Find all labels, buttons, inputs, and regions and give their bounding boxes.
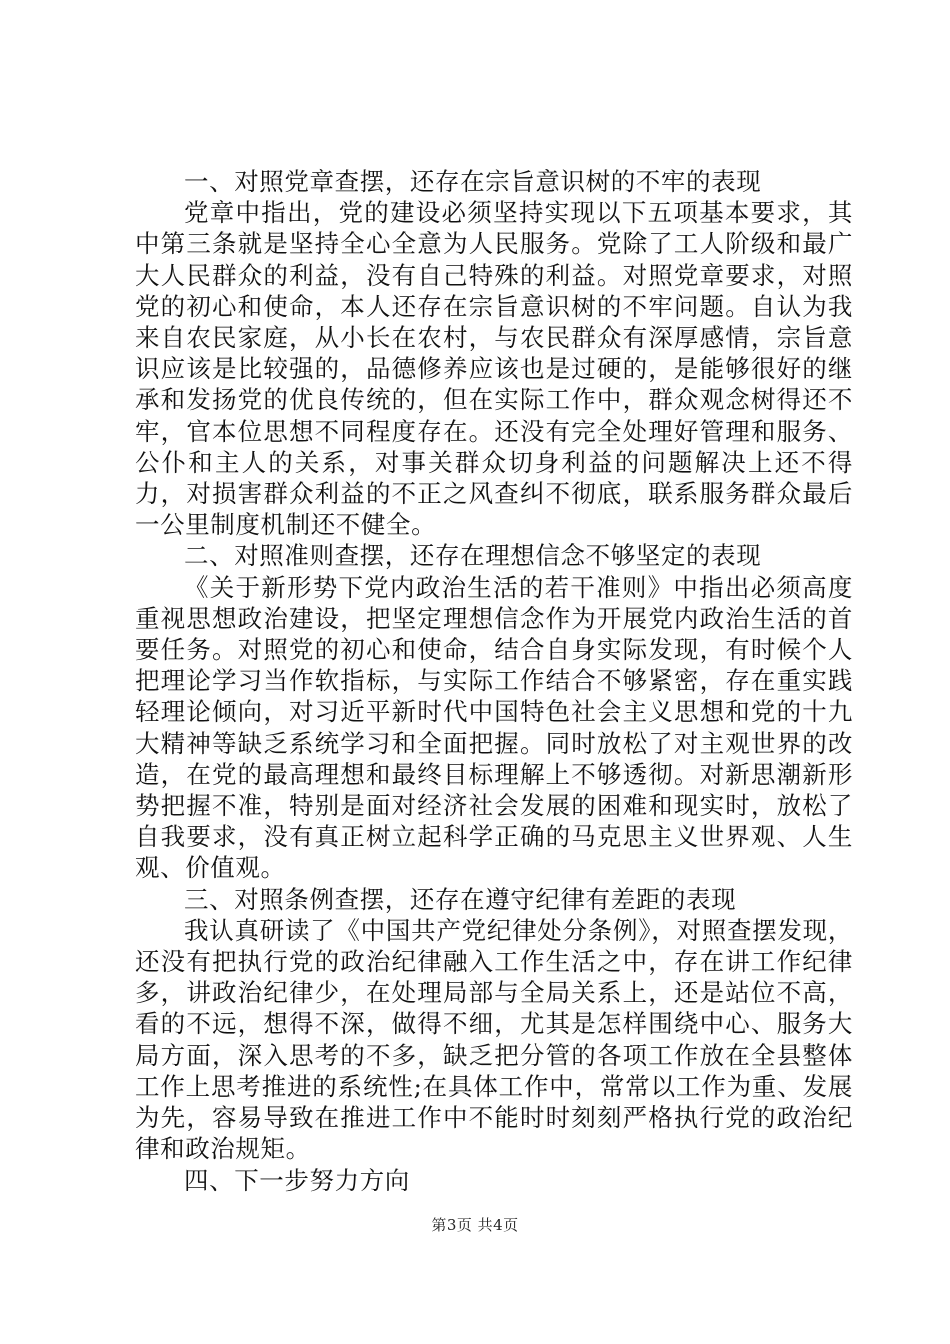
page-number-label: 第3页 共4页 xyxy=(431,1216,519,1234)
section-4-heading: 四、下一步努力方向 xyxy=(184,1165,410,1195)
document-body xyxy=(135,166,853,1196)
section-1-body: 党章中指出，党的建设必须坚持实现以下五项基本要求，其中第三条就是坚持全心全意为人民服务。党除了工人阶级和最广大人民群众的利益，没有自己特殊的利益。对照党章要求，对照党的初心和使命，本人还存在宗旨意识树的不牢问题。自认为我来自农民家庭，从小长在农村，与农民群众有深厚感情，宗旨意识应该是比较强的，品德修养应该也是过硬的，是能够很好的继承和发扬党的优良传统的，但在实际工作中，群众观念树得还不牢，官本位思想不同程度存在。还没有完全处理好管理和服务、公仆和主人的关系，对事关群众切身利益的问题解决上还不得力，对损害群众利益的不正之风查纠不彻底，联系服务群众最后一公里制度机制还不健全。 xyxy=(135,198,853,540)
section-1-heading: 一、对照党章查摆，还存在宗旨意识树的不牢的表现 xyxy=(184,167,762,196)
section-2-heading: 二、对照准则查摆，还存在理想信念不够坚定的表现 xyxy=(184,541,762,571)
section-2-body: 《关于新形势下党内政治生活的若干准则》中指出必须高度重视思想政治建设，把坚定理想信念作为开展党内政治生活的首要任务。对照党的初心和使命，结合自身实际发现，有时候个人把理论学习当作软指标，与实际工作结合不够紧密，存在重实践轻理论倾向，对习近平新时代中国特色社会主义思想和党的十九大精神等缺乏系统学习和全面把握。同时放松了对主观世界的改造，在党的最高理想和最终目标理解上不够透彻。对新思潮新形势把握不准，特别是面对经济社会发展的困难和现实时，放松了自我要求，没有真正树立起科学正确的马克思主义世界观、人生观、价值观。 xyxy=(135,572,853,883)
section-3-body: 我认真研读了《中国共产党纪律处分条例》，对照查摆发现，还没有把执行党的政治纪律融入工作生活之中，存在讲工作纪律多，讲政治纪律少，在处理局部与全局关系上，还是站位不高，看的不远，想得不深，做得不细，尤其是怎样围绕中心、服务大局方面，深入思考的不多，缺乏把分管的各项工作放在全县整体工作上思考推进的系统性;在具体工作中，常常以工作为重、发展为先，容易导致在推进工作中不能时时刻刻严格执行党的政治纪律和政治规矩。 xyxy=(135,915,853,1164)
page-footer xyxy=(0,1214,950,1235)
section-3-heading: 三、对照条例查摆，还存在遵守纪律有差距的表现 xyxy=(184,884,737,914)
